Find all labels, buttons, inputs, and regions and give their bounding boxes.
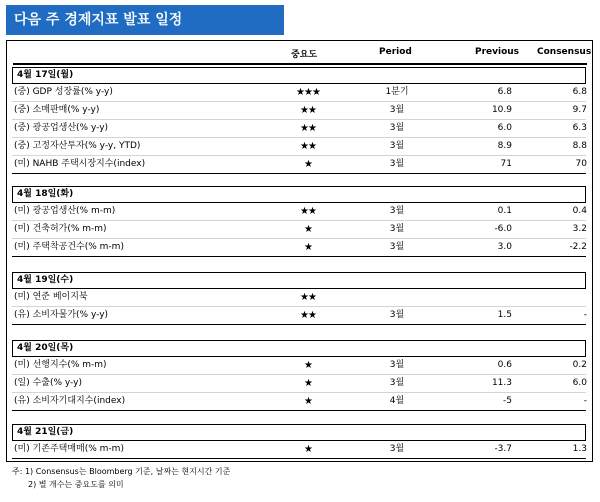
previous-value: -5	[503, 396, 512, 406]
date-section	[12, 272, 586, 325]
period-value: 3월	[389, 141, 405, 151]
period-value: 3월	[389, 206, 405, 216]
period-value: 3월	[389, 444, 405, 454]
previous-value: 6.0	[497, 123, 512, 133]
table-row	[12, 289, 586, 307]
indicator-name: (미) 연준 베이지북	[14, 292, 88, 302]
footnote-2: 2) 별 개수는 중요도를 의미	[28, 480, 124, 489]
period-value: 3월	[389, 105, 405, 115]
indicator-name: (유) 소비자기대지수(index)	[14, 396, 126, 406]
table-row	[12, 156, 586, 174]
indicator-name: (중) 광공업생산(% y-y)	[14, 123, 109, 133]
importance-stars: ★	[304, 378, 312, 389]
consensus-value: 6.8	[572, 87, 587, 97]
indicator-name: (미) NAHB 주택시장지수(index)	[14, 159, 146, 169]
previous-value: 71	[500, 159, 512, 169]
consensus-value: -	[583, 396, 587, 406]
indicator-name: (일) 수출(% y-y)	[14, 378, 82, 388]
period-value: 3월	[389, 378, 405, 388]
previous-value: 0.6	[497, 360, 512, 370]
table-row	[12, 441, 586, 459]
section-rows	[12, 357, 586, 411]
table-row	[12, 307, 586, 325]
section-rows	[12, 441, 586, 459]
importance-stars: ★★	[300, 123, 316, 134]
column-header-consensus: Consensus	[537, 47, 592, 57]
section-rows	[12, 84, 586, 174]
importance-stars: ★	[304, 242, 312, 253]
consensus-value: 70	[575, 159, 587, 169]
importance-stars: ★★	[300, 292, 316, 303]
consensus-value: 9.7	[572, 105, 587, 115]
indicator-name: (중) 고정자산투자(% y-y, YTD)	[14, 141, 141, 151]
importance-stars: ★★	[300, 141, 316, 152]
section-date-header: 4월 19일(수)	[12, 272, 586, 289]
consensus-value: 8.8	[572, 141, 587, 151]
importance-stars: ★	[304, 159, 312, 170]
page-title: 다음 주 경제지표 발표 일정	[6, 5, 284, 35]
section-date-header: 4월 18일(화)	[12, 186, 586, 203]
previous-value: 6.8	[497, 87, 512, 97]
period-value: 3월	[389, 242, 405, 252]
previous-value: 8.9	[497, 141, 512, 151]
date-section	[12, 340, 586, 411]
indicator-name: (미) 선행지수(% m-m)	[14, 360, 107, 370]
importance-stars: ★★	[300, 310, 316, 321]
importance-stars: ★	[304, 360, 312, 371]
previous-value: 3.0	[497, 242, 512, 252]
consensus-value: 0.4	[572, 206, 587, 216]
table-row	[12, 357, 586, 375]
consensus-value: 0.2	[572, 360, 587, 370]
period-value: 3월	[389, 159, 405, 169]
importance-stars: ★	[304, 396, 312, 407]
section-rows	[12, 203, 586, 257]
section-date-header: 4월 17일(월)	[12, 67, 586, 84]
consensus-value: 3.2	[572, 224, 587, 234]
consensus-value: 1.3	[572, 444, 587, 454]
period-value: 3월	[389, 360, 405, 370]
indicator-name: (유) 소비자물가(% y-y)	[14, 310, 109, 320]
date-section	[12, 424, 586, 459]
table-row	[12, 102, 586, 120]
previous-value: 0.1	[497, 206, 512, 216]
previous-value: 10.9	[491, 105, 512, 115]
period-value: 3월	[389, 224, 405, 234]
previous-value: 1.5	[497, 310, 512, 320]
indicator-name: (미) 기존주택매매(% m-m)	[14, 444, 124, 454]
table-row	[12, 203, 586, 221]
period-value: 4월	[389, 396, 405, 406]
consensus-value: -	[583, 310, 587, 320]
importance-stars: ★	[304, 444, 312, 455]
table-row	[12, 393, 586, 411]
section-date-header: 4월 21일(금)	[12, 424, 586, 441]
previous-value: -6.0	[494, 224, 512, 234]
footnote-1: 주: 1) Consensus는 Bloomberg 기준, 날짜는 현지시간 기준	[12, 467, 231, 476]
table-row	[12, 221, 586, 239]
indicator-name: (미) 주택착공건수(% m-m)	[14, 242, 124, 252]
section-rows	[12, 289, 586, 325]
indicator-name: (중) 소매판매(% y-y)	[14, 105, 100, 115]
indicator-name: (미) 광공업생산(% m-m)	[14, 206, 116, 216]
previous-value: -3.7	[494, 444, 512, 454]
period-value: 3월	[389, 123, 405, 133]
column-header-period: Period	[379, 47, 412, 57]
date-section	[12, 67, 586, 174]
importance-stars: ★★	[300, 105, 316, 116]
indicator-name: (중) GDP 성장률(% y-y)	[14, 87, 113, 97]
importance-stars: ★★	[300, 206, 316, 217]
previous-value: 11.3	[491, 378, 512, 388]
column-header-row	[13, 41, 592, 65]
importance-stars: ★	[304, 224, 312, 235]
date-section	[12, 186, 586, 257]
consensus-value: 6.0	[572, 378, 587, 388]
consensus-value: -2.2	[569, 242, 587, 252]
table-row	[12, 239, 586, 257]
column-header-importance: 중요도	[291, 50, 318, 60]
table-row	[12, 138, 586, 156]
column-header-previous: Previous	[475, 47, 520, 57]
period-value: 3월	[389, 310, 405, 320]
consensus-value: 6.3	[572, 123, 587, 133]
table-row	[12, 375, 586, 393]
indicator-name: (미) 건축허가(% m-m)	[14, 224, 107, 234]
table-row	[12, 84, 586, 102]
period-value: 1분기	[385, 87, 409, 97]
table-row	[12, 120, 586, 138]
importance-stars: ★★★	[296, 87, 320, 98]
section-date-header: 4월 20일(목)	[12, 340, 586, 357]
